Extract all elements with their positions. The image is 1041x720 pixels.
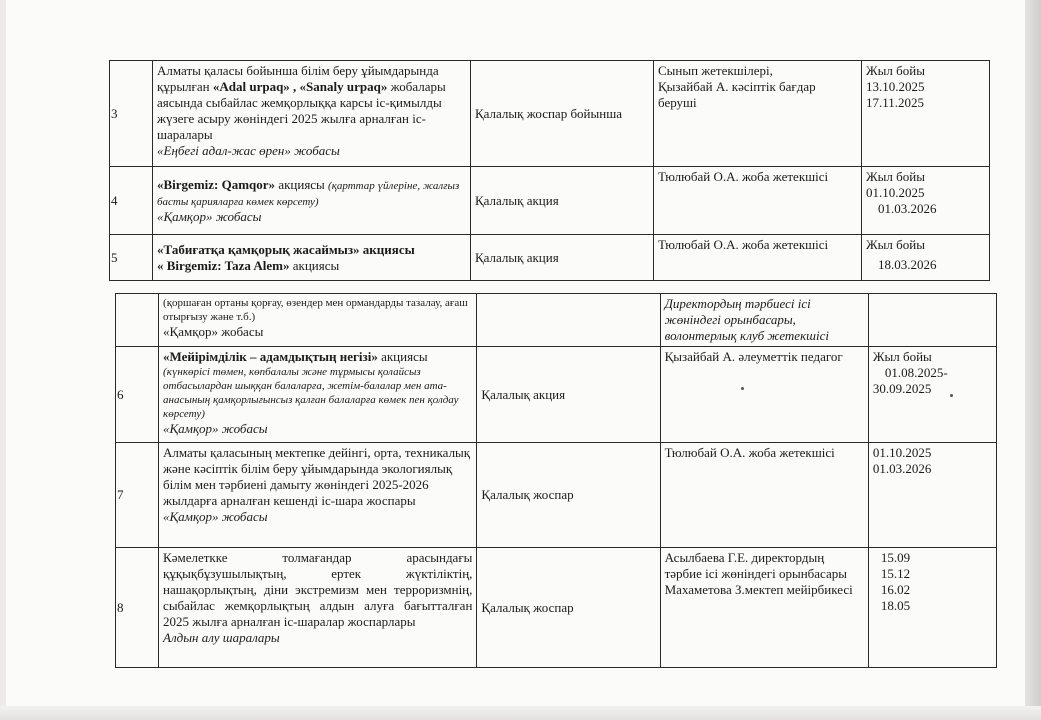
event-dates (868, 548, 996, 668)
row-number: 7 (116, 443, 159, 548)
event-description (159, 294, 477, 347)
row-number-empty (116, 294, 159, 347)
event-form: Қалалық акция (471, 235, 654, 281)
date-line: 15.12 (880, 566, 911, 581)
description-text: акциясы (289, 257, 340, 273)
event-dates (868, 443, 996, 548)
row-number: 3 (110, 61, 153, 167)
date-line: 18.03.2026 (878, 257, 937, 272)
campaign-name: «Birgemiz: Qamqor» (157, 176, 276, 192)
plan-table-bottom (115, 293, 997, 668)
scan-speck (741, 387, 744, 390)
description-text: жобалары аясында сыбайлас жемқорлыққа карсы іс-қимылды жүзеге асыру жөніндегі 2025 жылға арналған іс-шаралары (157, 79, 446, 142)
campaign-name: «Табиғатқа қамқорық жасаймыз» акциясы (157, 241, 415, 257)
responsible-person: Тюлюбай О.А. жоба жетекшісі (660, 443, 868, 548)
project-label: «Қамқор» жобасы (157, 208, 262, 224)
description-text: акциясы (275, 176, 329, 192)
date-line: Жыл бойы (866, 63, 925, 78)
row-number: 8 (116, 548, 159, 668)
date-line: Жыл бойы (866, 169, 925, 184)
date-line: 15.09 (880, 550, 911, 565)
table-row (110, 61, 990, 167)
campaign-name: « Birgemiz: Taza Alem» (157, 257, 290, 273)
row-number: 6 (116, 347, 159, 443)
event-form: Қалалық акция (471, 167, 654, 235)
description-text: Кәмелеткке толмағандар арасындағы құқықбұзушылықтың, ертек жүктіліктің, нашақорлықтың, діни экстремизм мен терроризмнің, сыбайлас жемқорлықтың алдын алуға бағытталған 2025 жылға арналған іс-шаралар жоспарлары (163, 550, 473, 629)
project-label: «Еңбегі адал-жас өрен» жобасы (157, 143, 340, 158)
row-number: 4 (110, 167, 153, 235)
description-text: Алматы қаласының мектепке дейінгі, орта, техникалық және кәсіптік білім беру ұйымдарында экологиялық білім мен тәрбиені дамыту жөніндегі 2025-2026 жылдарға арналған кешенді іс-шара жоспары (163, 445, 471, 508)
date-line: 13.10.2025 (866, 79, 925, 94)
event-dates (862, 61, 990, 167)
page-bottom-shadow (0, 706, 1041, 720)
project-label: «Қамқор» жобасы (163, 509, 268, 524)
date-line: 18.05 (880, 598, 911, 613)
event-dates-empty (868, 294, 996, 347)
date-line: Жыл бойы (872, 349, 932, 364)
event-dates (862, 167, 990, 235)
scan-speck (950, 394, 953, 397)
event-form: Қалалық акция (477, 347, 660, 443)
responsible-person: Сынып жетекшілері, Қызайбай А. кәсіптік бағдар беруші (654, 61, 862, 167)
table-row (116, 443, 997, 548)
project-label: «Қамқор» жобасы (163, 421, 268, 436)
date-line: 30.09.2025 (872, 381, 932, 396)
event-description (153, 235, 471, 281)
date-line: 01.10.2025 (872, 445, 932, 460)
responsible-person: Қызайбай А. әлеуметтік педагог (660, 347, 868, 443)
date-line: 01.03.2026 (878, 201, 937, 216)
event-description (153, 167, 471, 235)
event-description (159, 548, 477, 668)
table-row (110, 235, 990, 281)
date-line: 01.08.2025- (884, 365, 948, 380)
date-line: 16.02 (880, 582, 911, 597)
event-dates (862, 235, 990, 281)
event-dates (868, 347, 996, 443)
event-form: Қалалық жоспар бойынша (471, 61, 654, 167)
table-row-continued (116, 294, 997, 347)
date-line: Жыл бойы (866, 237, 925, 252)
description-text: Алматы қаласы бойынша білім беру ұйымдарында құрылған (157, 63, 439, 94)
date-line: 17.11.2025 (866, 95, 925, 110)
description-note: (қоршаған ортаны қорғау, өзендер мен ормандарды тазалау, ағаш отырғызу және т.б.) (163, 297, 468, 323)
event-form-empty (477, 294, 660, 347)
event-description (159, 347, 477, 443)
description-text: акциясы (377, 349, 428, 364)
table-row (116, 347, 997, 443)
page-edge-shadow (1025, 0, 1041, 720)
date-line: 01.03.2026 (872, 461, 932, 476)
description-note: (қарттар үйлеріне, жалғыз басты қарияларға көмек көрсету) (157, 179, 460, 208)
event-description (159, 443, 477, 548)
event-description (153, 61, 471, 167)
project-names: «Adal urpaq» , «Sanaly urpaq» (212, 79, 388, 94)
row-number: 5 (110, 235, 153, 281)
date-line: 01.10.2025 (866, 185, 925, 200)
responsible-person: Тюлюбай О.А. жоба жетекшісі (654, 167, 862, 235)
event-form: Қалалық жоспар (477, 443, 660, 548)
project-label: «Қамқор» жобасы (163, 324, 264, 339)
responsible-person: Директордың тәрбиесі ісі жөніндегі орынбасары, волонтерлық клуб жетекшісі (660, 294, 868, 347)
table-row (116, 548, 997, 668)
responsible-person: Тюлюбай О.А. жоба жетекшісі (654, 235, 862, 281)
campaign-name: «Мейірімділік – адамдықтың негізі» (163, 349, 378, 364)
project-label: Алдын алу шаралары (163, 630, 280, 645)
table-row (110, 167, 990, 235)
responsible-person: Асылбаева Г.Е. директордың тәрбие ісі жөніндегі орынбасары Махаметова З.мектеп мейірбикесі (660, 548, 868, 668)
event-form: Қалалық жоспар (477, 548, 660, 668)
description-note: (күнкөрісі төмен, көпбалалы және тұрмысы қолайсыз отбасылардан шыққан балаларға, жетім-балалар мен ата-анасының қамқорлығынсыз қалған балаларға көмек пен қолдау көрсету) (163, 366, 459, 420)
plan-table-top (109, 60, 990, 281)
